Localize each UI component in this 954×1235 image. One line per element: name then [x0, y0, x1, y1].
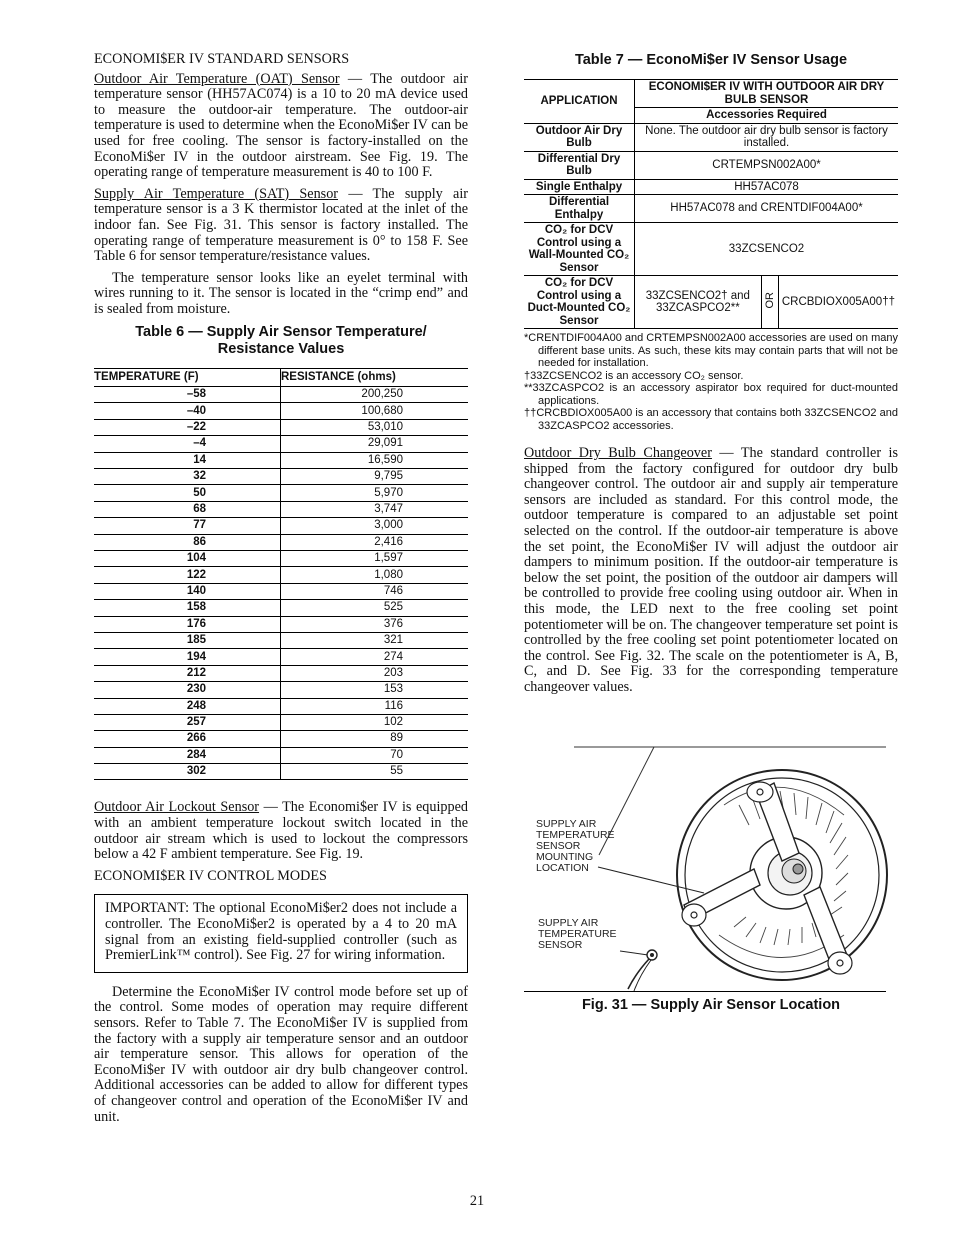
page-number: 21 — [469, 1193, 485, 1209]
figure-31 — [524, 745, 898, 1025]
table6-resistance-cell: 102 — [281, 714, 469, 730]
important-box: IMPORTANT: The optional EconoMi$er2 does not include a controller. The EconoMi$er2 is operated by a 4 to 20 mA signal from an existing field-supplied controller (such as PremierLink™ control). See Fig. 27 for wiring information. — [94, 894, 468, 972]
table7-note: †33ZCSENCO2 is an accessory CO₂ sensor. — [524, 369, 744, 382]
table6 — [94, 368, 468, 781]
table6-temperature-cell: –4 — [94, 436, 281, 452]
changeover-text: — The standard controller is shipped from the factory configured for outdoor dry bulb changeover control. The outdoor air and supply air temperature sensors are included as standard. For this control mode, the outdoor temperature is compared to an adjustable set point selected on the control. If the outdoor-air temperature is above the set point, the EconoMi$er IV will adjust the outdoor air dampers to minimum position. If the outdoor-air temperature is below the set point, the position of the outdoor air dampers will be controlled to provide free cooling using outdoor air. When in this mode, the LED next to the free cooling set point potentiometer will be on. The changeover temperature set point is controlled by the free cooling set point potentiometer located on the control. See Fig. 32. The scale on the potentiometer is A, B, C, and D. See Fig. 33 for the corresponding temperature changeover values. — [524, 445, 898, 695]
table7-row — [524, 223, 898, 276]
table6-row — [94, 600, 468, 616]
oat-text: — The outdoor air temperature sensor (HH57AC074) is a 10 to 20 mA device used to measure the outdoor-air temperature. The outdoor-air temperature is used to determine when the EconoMi$er IV can be used for free cooling. The sensor is factory-installed on the EconoMi$er IV in the outdoor airstream. See Fig. 19. The operating range of temperature measurement is 40 to 100 F. — [94, 70, 469, 181]
table6-resistance-cell: 200,250 — [281, 387, 469, 403]
table6-row — [94, 518, 468, 534]
table6-temperature-cell: 194 — [94, 649, 281, 665]
table7-header-econ: ECONOMI$ER IV WITH OUTDOOR AIR DRY BULB SENSOR — [635, 80, 899, 108]
table6-row — [94, 764, 468, 780]
table6-row — [94, 403, 468, 419]
determine-paragraph: Determine the EconoMi$er IV control mode before set up of the control. Some modes of operation may require different sensors. Refer to Table 7. The EconoMi$er IV is supplied from the factory with a supply air temperature sensor and an outdoor air temperature sensor. This allows for operation of the EconoMi$er IV with outdoor air dry bulb changeover control. Additional accessories can be added to allow for different types of changeover control and operation of the EconoMi$er IV and unit. — [94, 983, 468, 1125]
table6-row — [94, 387, 468, 403]
table7-row — [524, 195, 898, 223]
table6-header-resistance: RESISTANCE (ohms) — [281, 368, 469, 387]
table7-acc-cell: CRTEMPSN002A00* — [635, 151, 899, 179]
table6-temperature-cell: 230 — [94, 682, 281, 698]
table7-acc-cell: 33ZCSENCO2 — [635, 223, 899, 276]
changeover-title: Outdoor Dry Bulb Changeover — [524, 445, 712, 461]
oat-paragraph — [94, 72, 468, 181]
table6-row — [94, 436, 468, 452]
table7-acc-cell: HH57AC078 and CRENTDIF004A00* — [635, 195, 899, 223]
table6-row — [94, 698, 468, 714]
table6-temperature-cell: 248 — [94, 698, 281, 714]
table6-row — [94, 731, 468, 747]
heading-standard-sensors: ECONOMI$ER IV STANDARD SENSORS — [94, 51, 350, 67]
changeover-paragraph — [524, 446, 898, 696]
sat-text: — The supply air temperature sensor is a 3 K thermistor located at the inlet of the indoor fan. See Fig. 31. This sensor is factory installed. The operating range of temperature measurement is 0° to 158 F. See Table 6 for sensor temperature/resistance values. — [94, 185, 468, 265]
table7-notes — [524, 332, 898, 432]
table7-app-cell: CO₂ for DCV Control using a Wall-Mounted CO₂ Sensor — [524, 223, 635, 276]
table7-note: *CRENTDIF004A00 and CRTEMPSN002A00 accessories are used on many different base units. As such, these kits may contain parts that will not be needed for installation. — [524, 332, 898, 369]
table6-resistance-cell: 376 — [281, 616, 469, 632]
table6-row — [94, 583, 468, 599]
table7-row — [524, 123, 898, 151]
table6-row — [94, 714, 468, 730]
table6-resistance-cell: 29,091 — [281, 436, 469, 452]
table7 — [524, 79, 898, 329]
table6-resistance-cell: 203 — [281, 665, 469, 681]
table6-temperature-cell: –40 — [94, 403, 281, 419]
table6-temperature-cell: 86 — [94, 534, 281, 550]
label-sensor-mounting-location: SUPPLY AIR TEMPERATURE SENSOR MOUNTING LOCATION — [536, 818, 615, 874]
table6-header-temperature: TEMPERATURE (F) — [94, 368, 281, 387]
table6-row — [94, 452, 468, 468]
table7-acc-cell: None. The outdoor air dry bulb sensor is factory installed. — [635, 123, 899, 151]
table6-resistance-cell: 53,010 — [281, 419, 469, 435]
table7-row — [524, 276, 898, 329]
table6-row — [94, 485, 468, 501]
table6-resistance-cell: 70 — [281, 747, 469, 763]
table7-or: OR — [763, 292, 776, 309]
table7-note: ††CRCBDIOX005A00 is an accessory that contains both 33ZCSENCO2 and 33ZCASPCO2 accessories. — [524, 407, 898, 432]
sat-paragraph — [94, 187, 468, 265]
table6-resistance-cell: 5,970 — [281, 485, 469, 501]
table7-header-application: APPLICATION — [524, 80, 635, 124]
table6-resistance-cell: 1,597 — [281, 551, 469, 567]
table6-temperature-cell: –58 — [94, 387, 281, 403]
table7-row — [524, 151, 898, 179]
figure-31-caption: Fig. 31 — Supply Air Sensor Location — [581, 997, 841, 1013]
table6-caption: Table 6 — Supply Air Sensor Temperature/ Resistance Values — [135, 323, 427, 357]
left-column — [94, 52, 468, 1131]
table6-temperature-cell: 266 — [94, 731, 281, 747]
table6-row — [94, 419, 468, 435]
table6-temperature-cell: 185 — [94, 632, 281, 648]
table7-caption: Table 7 — EconoMi$er IV Sensor Usage — [574, 52, 848, 68]
table7-app-cell: Outdoor Air Dry Bulb — [524, 123, 635, 151]
table7-note: **33ZCASPCO2 is an accessory aspirator box required for duct-mounted applications. — [524, 382, 898, 407]
table6-temperature-cell: 77 — [94, 518, 281, 534]
table6-temperature-cell: 212 — [94, 665, 281, 681]
table6-row — [94, 469, 468, 485]
table7-app-cell: CO₂ for DCV Control using a Duct-Mounted CO₂ Sensor — [524, 276, 635, 329]
table6-resistance-cell: 746 — [281, 583, 469, 599]
heading-control-modes: ECONOMI$ER IV CONTROL MODES — [94, 867, 327, 884]
table6-temperature-cell: 50 — [94, 485, 281, 501]
table6-resistance-cell: 1,080 — [281, 567, 469, 583]
table6-temperature-cell: 122 — [94, 567, 281, 583]
table6-temperature-cell: 302 — [94, 764, 281, 780]
table6-row — [94, 747, 468, 763]
table7-acc-cell: HH57AC078 — [635, 179, 899, 195]
table6-temperature-cell: 158 — [94, 600, 281, 616]
table7-acc-right: CRCBDIOX005A00†† — [781, 295, 895, 308]
table6-row — [94, 551, 468, 567]
table6-temperature-cell: 68 — [94, 501, 281, 517]
table6-temperature-cell: 32 — [94, 469, 281, 485]
table6-resistance-cell: 9,795 — [281, 469, 469, 485]
table6-resistance-cell: 116 — [281, 698, 469, 714]
lockout-paragraph — [94, 800, 468, 862]
table6-row — [94, 501, 468, 517]
table6-resistance-cell: 100,680 — [281, 403, 469, 419]
table7-app-cell: Differential Enthalpy — [524, 195, 635, 223]
table6-temperature-cell: –22 — [94, 419, 281, 435]
table6-resistance-cell: 525 — [281, 600, 469, 616]
table6-resistance-cell: 274 — [281, 649, 469, 665]
table6-temperature-cell: 284 — [94, 747, 281, 763]
eyelet-paragraph: The temperature sensor looks like an eyelet terminal with wires running to it. The sensor is located in the “crimp end” and is sealed from moisture. — [94, 269, 468, 317]
table6-temperature-cell: 104 — [94, 551, 281, 567]
oat-title: Outdoor Air Temperature (OAT) Sensor — [94, 70, 340, 87]
table6-row — [94, 632, 468, 648]
table6-row — [94, 665, 468, 681]
table6-temperature-cell: 14 — [94, 452, 281, 468]
table7-header-accessories: Accessories Required — [635, 108, 899, 124]
table6-resistance-cell: 55 — [281, 764, 469, 780]
table6-resistance-cell: 16,590 — [281, 452, 469, 468]
table6-row — [94, 616, 468, 632]
table6-resistance-cell: 2,416 — [281, 534, 469, 550]
lockout-text: — The Economi$er IV is equipped with an ambient temperature lockout switch located in the outdoor air stream which is used to lockout the compressors below a 42 F ambient temperature. See Fig. 19. — [94, 799, 468, 863]
table7-app-cell: Single Enthalpy — [524, 179, 635, 195]
table6-row — [94, 682, 468, 698]
table6-resistance-cell: 3,747 — [281, 501, 469, 517]
table6-resistance-cell: 321 — [281, 632, 469, 648]
table6-row — [94, 649, 468, 665]
lockout-title: Outdoor Air Lockout Sensor — [94, 799, 260, 816]
right-column — [524, 52, 898, 702]
sat-title: Supply Air Temperature (SAT) Sensor — [94, 185, 339, 202]
table6-resistance-cell: 3,000 — [281, 518, 469, 534]
table7-row — [524, 179, 898, 195]
table7-acc-left: 33ZCSENCO2† and 33ZCASPCO2** — [635, 276, 761, 328]
table6-row — [94, 567, 468, 583]
table6-temperature-cell: 140 — [94, 583, 281, 599]
table7-app-cell: Differential Dry Bulb — [524, 151, 635, 179]
table6-temperature-cell: 257 — [94, 714, 281, 730]
table6-resistance-cell: 153 — [281, 682, 469, 698]
table6-resistance-cell: 89 — [281, 731, 469, 747]
table6-row — [94, 534, 468, 550]
table6-temperature-cell: 176 — [94, 616, 281, 632]
label-supply-air-sensor: SUPPLY AIR TEMPERATURE SENSOR — [538, 917, 617, 951]
